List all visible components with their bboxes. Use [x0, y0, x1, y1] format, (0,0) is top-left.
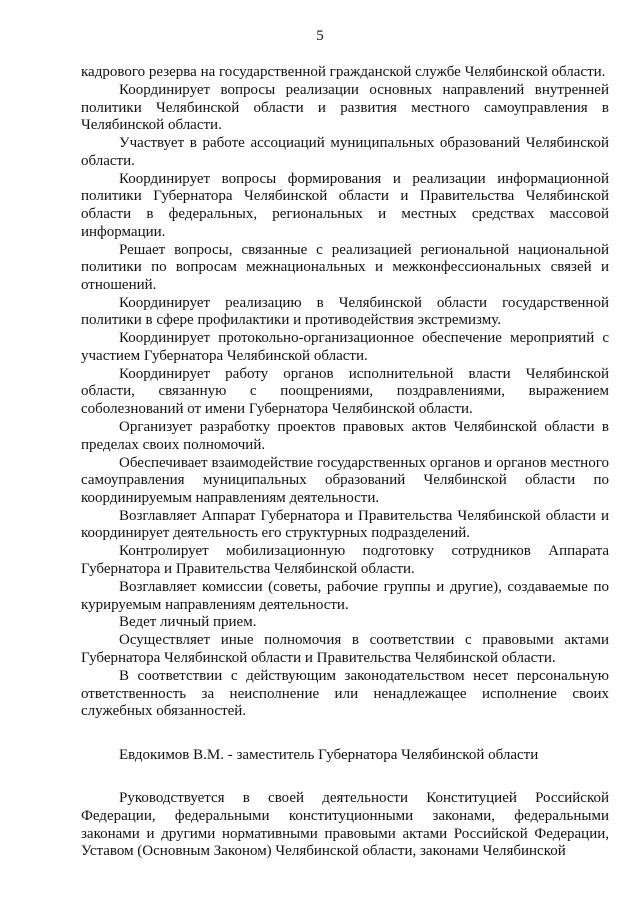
paragraph: Координирует работу органов исполнительной власти Челябинской области, связанную с поощрениями, поздравлениями, выражением соболезнований от имени Губернатора Челябинской области.: [81, 365, 609, 418]
final-paragraph: Руководствуется в своей деятельности Конституцией Российской Федерации, федеральными конституционными законами, федеральными законами и другими нормативными правовыми актами Российской Федерации, Уставом (Основным Законом) Челябинской области, законами Челябинской: [81, 790, 609, 860]
paragraph: В соответствии с действующим законодательством несет персональную ответственность за неисполнение или ненадлежащее исполнение своих служебных обязанностей.: [81, 668, 609, 720]
paragraph: Координирует вопросы формирования и реализации информационной политики Губернатора Челябинской области и Правительства Челябинской области в федеральных, региональных и местных средствах массовой информации.: [81, 170, 609, 240]
paragraph: Обеспечивает взаимодействие государственных органов и органов местного самоуправления муниципальных образований Челябинской области по координируемым направлениям деятельности.: [81, 454, 609, 506]
paragraph: Участвует в работе ассоциаций муниципальных образований Челябинской области.: [81, 135, 609, 169]
paragraph-list: [81, 64, 609, 721]
paragraph: Возглавляет Аппарат Губернатора и Правительства Челябинской области и координирует деятельность его структурных подразделений.: [81, 507, 609, 542]
paragraph: Ведет личный прием.: [119, 614, 257, 631]
paragraph: Координирует реализацию в Челябинской области государственной политики в сфере профилактики и противодействия экстремизму.: [81, 294, 609, 329]
document-body: [81, 64, 609, 861]
paragraph: Координирует вопросы реализации основных направлений внутренней политики Челябинской области и развития местного самоуправления в Челябинской области.: [81, 81, 609, 134]
paragraph: кадрового резерва на государственной гражданской службе Челябинской области.: [81, 64, 606, 80]
paragraph: Осуществляет иные полномочия в соответствии с правовыми актами Губернатора Челябинской области и Правительства Челябинской области.: [81, 632, 609, 667]
section-heading: Евдокимов В.М. - заместитель Губернатора Челябинской области: [119, 746, 539, 763]
paragraph: Организует разработку проектов правовых актов Челябинской области в пределах своих полномочий.: [81, 419, 609, 453]
paragraph: Решает вопросы, связанные с реализацией региональной национальной политики по вопросам межнациональных и межконфессиональных связей и отношений.: [81, 241, 609, 293]
paragraph: Контролирует мобилизационную подготовку сотрудников Аппарата Губернатора и Правительства Челябинской области.: [81, 543, 609, 577]
paragraph: Возглавляет комиссии (советы, рабочие группы и другие), создаваемые по курируемым направлениям деятельности.: [81, 578, 609, 613]
page-number: 5: [316, 28, 324, 44]
paragraph: Координирует протокольно-организационное обеспечение мероприятий с участием Губернатора Челябинской области.: [81, 330, 609, 364]
